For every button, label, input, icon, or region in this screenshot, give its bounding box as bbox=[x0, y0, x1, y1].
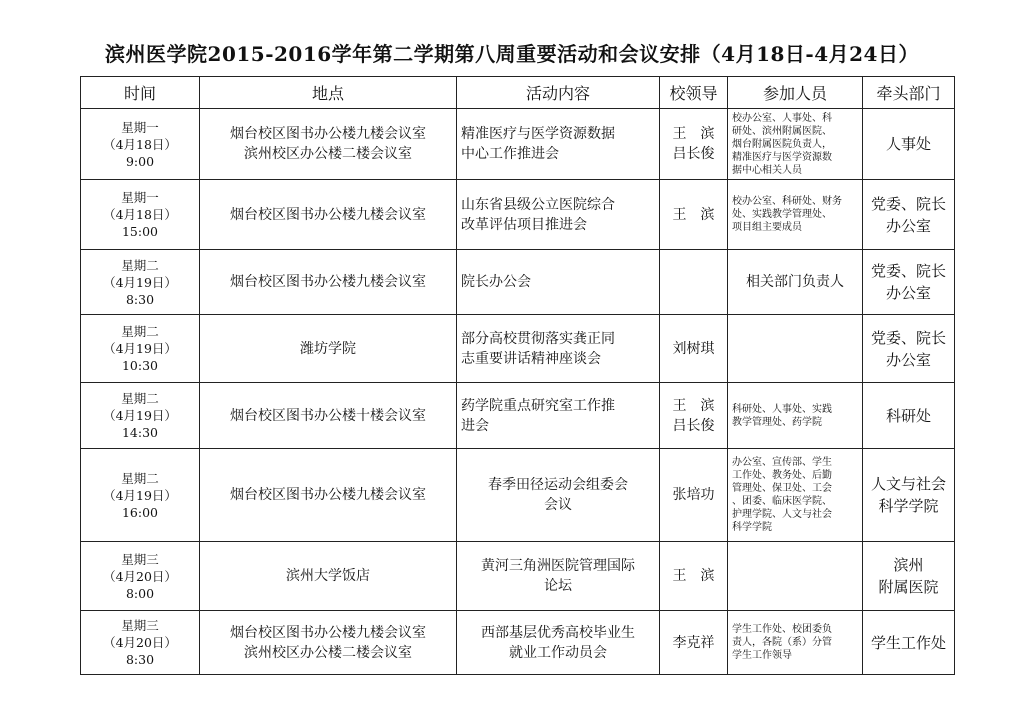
weekday: 星期一 bbox=[121, 190, 159, 205]
participants-line: 办公室、宣传部、学生 bbox=[732, 457, 832, 468]
leader-name: 王 滨 bbox=[672, 126, 715, 142]
location-cell bbox=[200, 109, 457, 180]
participants-line: 学生工作处、校团委负 bbox=[732, 624, 832, 635]
content-line: 论坛 bbox=[544, 578, 572, 594]
dept-line: 科研处 bbox=[885, 406, 931, 425]
dept-cell bbox=[863, 449, 955, 542]
leader-name: 王 滨 bbox=[672, 206, 715, 223]
location-cell bbox=[200, 250, 457, 315]
dept-line: 办公室 bbox=[885, 284, 931, 302]
dept-line: 办公室 bbox=[885, 216, 931, 235]
table-row bbox=[81, 315, 955, 383]
date: （4月18日） bbox=[103, 207, 177, 222]
participants-cell bbox=[728, 109, 863, 180]
participants-cell bbox=[728, 542, 863, 611]
leader-name: 张培功 bbox=[672, 487, 715, 503]
dept-line: 人文与社会 bbox=[870, 475, 946, 493]
participants-line: 项目组主要成员 bbox=[732, 222, 802, 233]
participants-line: 工作处、教务处、后勤 bbox=[732, 470, 832, 481]
content-cell bbox=[457, 542, 660, 611]
location-cell bbox=[200, 315, 457, 383]
location-cell bbox=[200, 611, 457, 675]
date: （4月19日） bbox=[103, 274, 177, 290]
dept-cell bbox=[863, 250, 955, 315]
table-row bbox=[81, 250, 955, 315]
leader-cell bbox=[660, 383, 728, 449]
leader-name: 刘树琪 bbox=[672, 340, 715, 357]
participants-line: 、团委、临床医学院、 bbox=[732, 496, 832, 507]
time-cell bbox=[81, 383, 200, 449]
content-line: 山东省县级公立医院综合 bbox=[461, 196, 615, 213]
table-row bbox=[81, 542, 955, 611]
content-cell bbox=[457, 180, 660, 250]
dept-line: 党委、院长 bbox=[870, 328, 946, 347]
time-cell bbox=[81, 611, 200, 675]
header-time: 时间 bbox=[81, 77, 200, 109]
time-cell bbox=[81, 449, 200, 542]
clock-time: 8:00 bbox=[125, 585, 155, 601]
content-cell bbox=[457, 611, 660, 675]
participants-cell bbox=[728, 315, 863, 383]
header-leader: 校领导 bbox=[660, 77, 728, 109]
participants-line: 教学管理处、药学院 bbox=[732, 416, 822, 428]
content-line: 志重要讲话精神座谈会 bbox=[461, 350, 601, 367]
participants-line: 精准医疗与医学资源数 bbox=[732, 151, 832, 163]
dept-cell bbox=[863, 180, 955, 250]
location-cell bbox=[200, 449, 457, 542]
participants-line: 学生工作领导 bbox=[732, 650, 792, 661]
content-line: 会议 bbox=[544, 497, 572, 513]
clock-time: 8:30 bbox=[125, 652, 155, 667]
location-line: 烟台校区图书办公楼九楼会议室 bbox=[230, 274, 426, 290]
location-line: 烟台校区图书办公楼九楼会议室 bbox=[230, 126, 426, 142]
participants-line: 处、实践教学管理处、 bbox=[732, 209, 832, 220]
time-cell bbox=[81, 250, 200, 315]
content-cell bbox=[457, 315, 660, 383]
clock-time: 15:00 bbox=[121, 224, 159, 239]
weekday: 星期一 bbox=[121, 119, 159, 135]
dept-line: 滨州 bbox=[893, 556, 924, 574]
dept-line: 学生工作处 bbox=[870, 633, 946, 652]
date: （4月18日） bbox=[103, 136, 177, 152]
weekday: 星期二 bbox=[121, 324, 159, 339]
date: （4月19日） bbox=[103, 487, 177, 503]
participants-line: 管理处、保卫处、工会 bbox=[732, 483, 832, 494]
time-cell bbox=[81, 542, 200, 611]
header-row bbox=[81, 77, 955, 109]
date: （4月19日） bbox=[103, 341, 177, 356]
content-line: 就业工作动员会 bbox=[509, 644, 607, 661]
time-cell bbox=[81, 109, 200, 180]
schedule-table bbox=[80, 76, 955, 675]
participants-line: 研处、滨州附属医院、 bbox=[732, 125, 832, 137]
dept-line: 科学学院 bbox=[878, 497, 939, 515]
weekday: 星期三 bbox=[121, 618, 159, 633]
content-line: 黄河三角洲医院管理国际 bbox=[481, 558, 635, 574]
header-content: 活动内容 bbox=[457, 77, 660, 109]
dept-line: 党委、院长 bbox=[870, 262, 946, 280]
leader-cell bbox=[660, 315, 728, 383]
participants-line: 责人，各院（系）分管 bbox=[732, 637, 832, 648]
dept-line: 党委、院长 bbox=[870, 194, 946, 213]
dept-cell bbox=[863, 611, 955, 675]
content-line: 药学院重点研究室工作推 bbox=[461, 397, 615, 414]
content-line: 院长办公会 bbox=[461, 274, 531, 290]
participants-cell bbox=[728, 611, 863, 675]
dept-cell bbox=[863, 315, 955, 383]
participants-line: 相关部门负责人 bbox=[746, 274, 844, 290]
dept-cell bbox=[863, 383, 955, 449]
content-line: 春季田径运动会组委会 bbox=[488, 477, 628, 493]
content-line: 部分高校贯彻落实龚正同 bbox=[461, 330, 615, 347]
content-cell bbox=[457, 109, 660, 180]
weekday: 星期二 bbox=[121, 391, 159, 406]
participants-line: 护理学院、人文与社会 bbox=[732, 509, 832, 520]
content-line: 西部基层优秀高校毕业生 bbox=[481, 624, 635, 641]
participants-cell bbox=[728, 250, 863, 315]
location-cell bbox=[200, 383, 457, 449]
leader-cell bbox=[660, 611, 728, 675]
leader-name: 李克祥 bbox=[672, 634, 715, 651]
location-line: 潍坊学院 bbox=[300, 340, 356, 357]
weekday: 星期二 bbox=[121, 470, 159, 486]
participants-cell bbox=[728, 180, 863, 250]
page-title: 滨州医学院2015-2016学年第二学期第八周重要活动和会议安排（4月18日-4月24日） bbox=[105, 42, 919, 66]
clock-time: 16:00 bbox=[121, 504, 159, 520]
location-line: 滨州校区办公楼二楼会议室 bbox=[244, 644, 412, 661]
content-line: 改革评估项目推进会 bbox=[461, 216, 587, 233]
date: （4月19日） bbox=[103, 408, 177, 423]
content-line: 进会 bbox=[461, 417, 489, 434]
leader-name: 吕长俊 bbox=[672, 146, 715, 162]
location-cell bbox=[200, 180, 457, 250]
dept-cell bbox=[863, 542, 955, 611]
dept-line: 人事处 bbox=[885, 135, 931, 153]
location-line: 滨州大学饭店 bbox=[286, 568, 370, 584]
participants-line: 校办公室、人事处、科 bbox=[732, 112, 832, 124]
participants-line: 校办公室、科研处、财务 bbox=[732, 196, 842, 207]
participants-line: 科研处、人事处、实践 bbox=[732, 403, 832, 415]
participants-line: 烟台附属医院负责人， bbox=[732, 138, 832, 150]
content-cell bbox=[457, 449, 660, 542]
leader-cell bbox=[660, 180, 728, 250]
dept-line: 办公室 bbox=[885, 350, 931, 369]
content-cell bbox=[457, 383, 660, 449]
participants-line: 科学学院 bbox=[732, 522, 772, 533]
leader-name: 王 滨 bbox=[672, 568, 715, 584]
clock-time: 8:30 bbox=[125, 291, 155, 307]
header-location: 地点 bbox=[200, 77, 457, 109]
leader-cell bbox=[660, 109, 728, 180]
weekday: 星期三 bbox=[121, 551, 159, 567]
leader-name: 吕长俊 bbox=[672, 417, 715, 434]
table-row bbox=[81, 383, 955, 449]
table-row bbox=[81, 611, 955, 675]
clock-time: 10:30 bbox=[121, 358, 159, 373]
location-line: 烟台校区图书办公楼十楼会议室 bbox=[230, 407, 426, 424]
table-row bbox=[81, 109, 955, 180]
table-row bbox=[81, 449, 955, 542]
location-line: 烟台校区图书办公楼九楼会议室 bbox=[230, 624, 426, 641]
leader-cell bbox=[660, 449, 728, 542]
leader-cell bbox=[660, 542, 728, 611]
location-line: 滨州校区办公楼二楼会议室 bbox=[244, 146, 412, 162]
location-line: 烟台校区图书办公楼九楼会议室 bbox=[230, 206, 426, 223]
participants-line: 据中心相关人员 bbox=[732, 164, 802, 176]
weekday: 星期二 bbox=[121, 257, 159, 273]
dept-cell bbox=[863, 109, 955, 180]
content-line: 中心工作推进会 bbox=[461, 146, 559, 162]
participants-cell bbox=[728, 449, 863, 542]
time-cell bbox=[81, 180, 200, 250]
leader-name: 王 滨 bbox=[672, 397, 715, 414]
content-line: 精准医疗与医学资源数据 bbox=[461, 126, 615, 142]
time-cell bbox=[81, 315, 200, 383]
dept-line: 附属医院 bbox=[878, 578, 939, 596]
leader-cell bbox=[660, 250, 728, 315]
header-participants: 参加人员 bbox=[728, 77, 863, 109]
date: （4月20日） bbox=[103, 635, 177, 650]
table-row bbox=[81, 180, 955, 250]
header-dept: 牵头部门 bbox=[863, 77, 955, 109]
location-cell bbox=[200, 542, 457, 611]
date: （4月20日） bbox=[103, 568, 177, 584]
clock-time: 9:00 bbox=[125, 153, 155, 169]
participants-cell bbox=[728, 383, 863, 449]
clock-time: 14:30 bbox=[121, 425, 159, 440]
content-cell bbox=[457, 250, 660, 315]
location-line: 烟台校区图书办公楼九楼会议室 bbox=[230, 487, 426, 503]
